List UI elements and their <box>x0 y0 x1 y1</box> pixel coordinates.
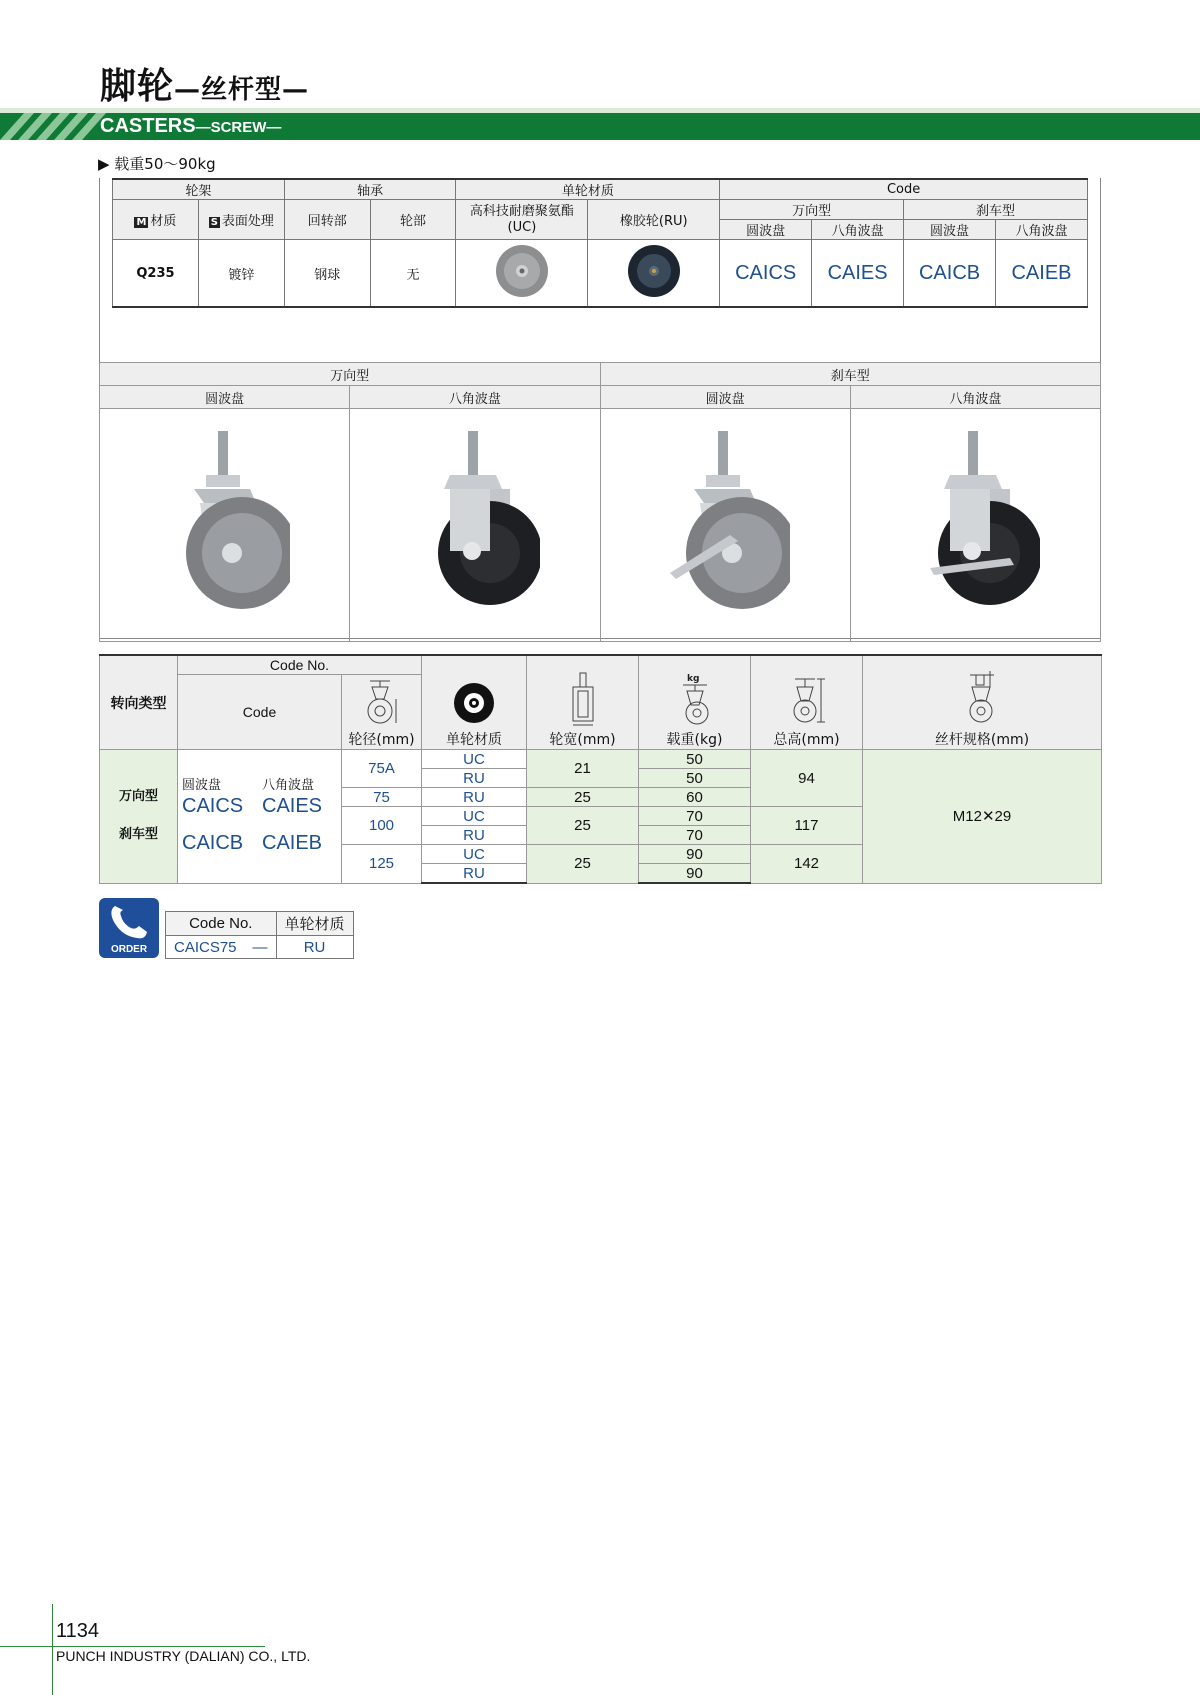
m-badge-icon: M <box>136 217 147 228</box>
height-142: 142 <box>751 845 863 884</box>
width-25-a: 25 <box>527 788 639 807</box>
photo-group-brake: 刹车型 <box>600 363 1101 386</box>
load-row-2: 50 <box>639 769 751 788</box>
dim-code-caieb[interactable]: CAIEB <box>262 831 323 854</box>
caster-black-swivel-image <box>410 423 540 623</box>
load-range: ▶ 载重50～90kg <box>98 155 216 173</box>
col-material-label: 材质 <box>150 214 177 229</box>
col-round-1: 圆波盘 <box>720 220 812 240</box>
hdr-wheel-material-label: 单轮材质 <box>446 732 502 748</box>
group-wheel-material: 单轮材质 <box>456 179 720 200</box>
col-surface <box>198 200 284 240</box>
code-caics[interactable]: CAICS <box>720 240 812 308</box>
cell-material: Q235 <box>113 240 199 308</box>
dia-125: 125 <box>342 845 422 884</box>
company-name: PUNCH INDUSTRY (DALIAN) CO., LTD. <box>56 1648 311 1664</box>
code-select-cell <box>178 750 342 884</box>
photo-group-swivel: 万向型 <box>100 363 601 386</box>
order-material-value: RU <box>276 936 353 959</box>
hdr-wheel-material <box>422 655 527 750</box>
hdr-load <box>639 655 751 750</box>
hdr-diameter-label: 轮径(mm) <box>348 732 415 748</box>
page-number: 1134 <box>56 1620 100 1642</box>
mat-row-2: RU <box>422 769 527 788</box>
col-uc: 高科技耐磨聚氨酯 (UC) <box>456 200 588 240</box>
code-caicb[interactable]: CAICB <box>904 240 996 308</box>
cell-swivel: 钢球 <box>284 240 370 308</box>
turn-type-swivel: 万向型 <box>118 789 158 805</box>
wheel-section-icon <box>452 681 496 725</box>
photo-sub-2: 八角波盘 <box>350 386 600 409</box>
kg-icon-text: kg <box>686 674 699 684</box>
height-117: 117 <box>751 807 863 845</box>
dia-75: 75 <box>342 788 422 807</box>
col-round-2: 圆波盘 <box>904 220 996 240</box>
hdr-code: Code <box>178 675 342 750</box>
photo-table <box>99 362 1101 642</box>
mat-row-3: RU <box>422 788 527 807</box>
wheel-width-icon <box>563 671 603 727</box>
load-row-5: 70 <box>639 826 751 845</box>
col-ru: 橡胶轮(RU) <box>588 200 720 240</box>
band-title <box>100 115 281 138</box>
height-94: 94 <box>751 750 863 807</box>
code-caies[interactable]: CAIES <box>812 240 904 308</box>
ru-wheel-image <box>626 243 682 299</box>
band-main: CASTERS <box>100 115 196 137</box>
footer-vertical-line <box>52 1604 53 1695</box>
hdr-screw <box>863 655 1102 750</box>
group-frame: 轮架 <box>113 179 285 200</box>
caster-black-brake-image <box>910 423 1040 623</box>
phone-icon <box>99 898 159 944</box>
cell-wheel-part: 无 <box>370 240 456 308</box>
title-sub: —丝杆型— <box>174 75 310 105</box>
band-sub: —SCREW— <box>195 119 282 136</box>
photo-sub-3: 圆波盘 <box>600 386 850 409</box>
order-example-table <box>165 911 354 959</box>
col-surface-label: 表面处理 <box>221 214 274 229</box>
caster-gray-swivel-image <box>160 423 290 623</box>
photo-sub-4: 八角波盘 <box>850 386 1100 409</box>
col-swivel: 回转部 <box>284 200 370 240</box>
dim-code-caics[interactable]: CAICS <box>182 794 244 817</box>
mat-row-5: RU <box>422 826 527 845</box>
spec-table <box>112 178 1088 308</box>
col-wheel-part: 轮部 <box>370 200 456 240</box>
mat-row-7: RU <box>422 864 527 884</box>
col-octagon-2: 八角波盘 <box>996 220 1088 240</box>
group-code: Code <box>720 179 1088 200</box>
wheel-diameter-icon <box>362 675 402 727</box>
col-swivel-type: 万向型 <box>720 200 904 220</box>
photo-caieb <box>850 409 1100 642</box>
mat-row-6: UC <box>422 845 527 864</box>
dia-100: 100 <box>342 807 422 845</box>
load-row-7: 90 <box>639 864 751 884</box>
hdr-width <box>527 655 639 750</box>
code-label-octagon: 八角波盘 <box>262 777 315 793</box>
hdr-code-no: Code No. <box>178 655 422 675</box>
width-25-b: 25 <box>527 807 639 845</box>
group-bearing: 轴承 <box>284 179 456 200</box>
cell-ru-image <box>588 240 720 308</box>
hdr-load-label: 载重(kg) <box>666 732 723 748</box>
order-hdr-material: 单轮材质 <box>276 912 353 936</box>
hdr-screw-label: 丝杆规格(mm) <box>934 732 1030 748</box>
s-badge-icon: S <box>210 217 218 228</box>
code-caieb[interactable]: CAIEB <box>996 240 1088 308</box>
dia-75a: 75A <box>342 750 422 788</box>
col-material <box>113 200 199 240</box>
col-brake-type: 刹车型 <box>904 200 1088 220</box>
cell-surface: 镀锌 <box>198 240 284 308</box>
hdr-total-height <box>751 655 863 750</box>
photo-caicb <box>600 409 850 642</box>
cell-uc-image <box>456 240 588 308</box>
load-row-4: 70 <box>639 807 751 826</box>
order-hdr-code: Code No. <box>166 912 277 936</box>
page-title <box>100 58 309 109</box>
uc-wheel-image <box>494 243 550 299</box>
order-dash: — <box>245 936 277 959</box>
hdr-total-height-label: 总高(mm) <box>773 732 840 748</box>
hdr-diameter <box>342 675 422 750</box>
dim-code-caicb[interactable]: CAICB <box>182 831 244 854</box>
hdr-width-label: 轮宽(mm) <box>549 732 616 748</box>
turn-type-brake: 刹车型 <box>118 827 158 843</box>
order-badge-text: ORDER <box>110 944 148 955</box>
caster-gray-brake-image <box>660 423 790 623</box>
mat-row-1: UC <box>422 750 527 769</box>
order-code-value: CAICS75 <box>166 936 245 959</box>
dim-code-caies[interactable]: CAIES <box>262 794 323 817</box>
load-weight-icon <box>675 671 715 727</box>
title-main: 脚轮 <box>100 66 175 107</box>
mat-row-4: UC <box>422 807 527 826</box>
photo-caics <box>100 409 350 642</box>
load-row-1: 50 <box>639 750 751 769</box>
load-row-6: 90 <box>639 845 751 864</box>
screw-spec: M12✕29 <box>863 750 1102 884</box>
photo-sub-1: 圆波盘 <box>100 386 350 409</box>
width-21: 21 <box>527 750 639 788</box>
load-row-3: 60 <box>639 788 751 807</box>
col-octagon-1: 八角波盘 <box>812 220 904 240</box>
hdr-turn-type: 转向类型 <box>100 655 178 750</box>
code-label-round: 圆波盘 <box>182 777 222 793</box>
turn-types-cell <box>100 750 178 884</box>
footer-horizontal-line <box>0 1646 265 1647</box>
photo-caies <box>350 409 600 642</box>
screw-spec-icon <box>960 671 1004 727</box>
width-25-c: 25 <box>527 845 639 884</box>
total-height-icon <box>787 671 827 727</box>
dimension-table <box>99 654 1102 884</box>
